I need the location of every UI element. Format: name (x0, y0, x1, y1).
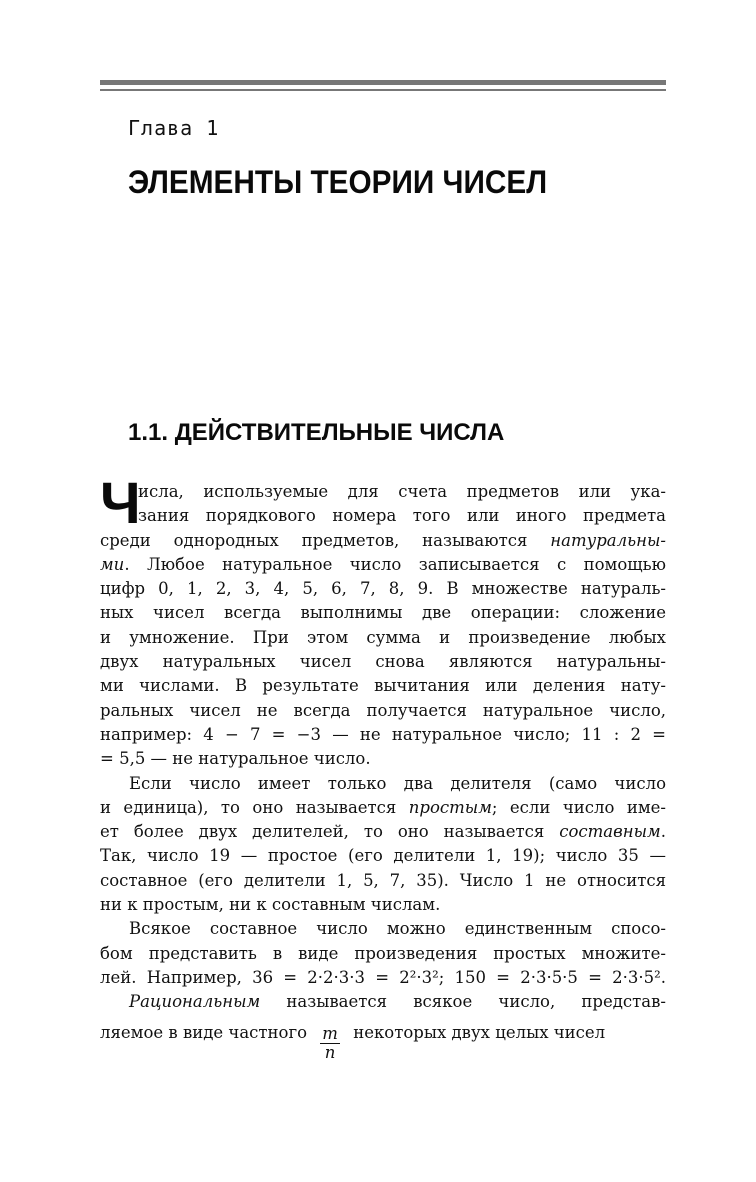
text-run: некоторых двух целых чисел (347, 1022, 606, 1042)
text-run: и единица), то оно называется (100, 797, 409, 817)
body-text (100, 471, 666, 1062)
fraction-denominator: n (324, 1042, 336, 1062)
paragraph-rational (100, 990, 666, 1062)
text-run: ляемое в виде частного (100, 1022, 313, 1042)
text-line: Всякое составное число можно единственным спосо- (129, 919, 666, 939)
chapter-label: Глава 1 (128, 116, 220, 140)
text-line: цифр 0, 1, 2, 3, 4, 5, 6, 7, 8, 9. В множестве натураль- (100, 579, 666, 599)
text-line: и умножение. При этом сумма и произведение любых (100, 627, 666, 647)
text-line: ральных чисел не всегда получается натуральное число, (100, 700, 666, 720)
text-run: ет более двух делителей, то оно называется (100, 822, 560, 842)
header-rule-thin (100, 89, 666, 91)
text-line (100, 990, 666, 1014)
text-run: . (660, 822, 666, 842)
text-run: ; если число име- (491, 797, 666, 817)
text-line: лей. Например, 36 = 2·2·3·3 = 2²·3²; 150 = 2·3·5·5 = 2·3·5². (100, 967, 666, 987)
drop-cap: Ч (100, 471, 141, 536)
text-line: двух натуральных чисел снова являются натуральны- (100, 652, 666, 672)
text-line (100, 796, 666, 820)
text-run: среди однородных предметов, называются (100, 530, 551, 550)
text-line: Если число имеет только два делителя (само число (129, 773, 666, 793)
term-natural: натуральны- (550, 530, 666, 550)
text-line (100, 529, 666, 553)
term-prime: простым (408, 797, 492, 817)
text-line: ми числами. В результате вычитания или деления нату- (100, 676, 666, 696)
text-line: бом представить в виде произведения простых множите- (100, 943, 666, 963)
text-line: ных чисел всегда выполнимы две операции: сложение (100, 603, 666, 623)
term-rational: Рациональным (129, 992, 261, 1012)
text-line: = 5,5 — не натуральное число. (100, 749, 371, 769)
text-run: называется всякое число, представ- (260, 992, 666, 1012)
text-line: Так, число 19 — простое (его делители 1, 19); число 35 — (100, 846, 666, 866)
text-line: составное (его делители 1, 5, 7, 35). Число 1 не относится (100, 870, 666, 890)
term-composite: составным (559, 822, 661, 842)
text-line (100, 820, 666, 844)
fraction-numerator: m (322, 1023, 338, 1043)
paragraph-natural-numbers (100, 471, 666, 772)
text-line (100, 1015, 666, 1062)
text-line: ни к простым, ни к составным числам. (100, 895, 441, 915)
term-natural-end: ми (100, 554, 125, 574)
header-rule-thick (100, 80, 666, 85)
text-line: например: 4 − 7 = −3 — не натуральное число; 11 : 2 = (100, 724, 666, 744)
fraction-m-over-n (320, 1025, 340, 1062)
paragraph-factorization (100, 917, 666, 990)
text-line: исла, используемые для счета предметов или ука- (138, 482, 666, 501)
section-title: 1.1. ДЕЙСТВИТЕЛЬНЫЕ ЧИСЛА (128, 419, 505, 446)
chapter-title: ЭЛЕМЕНТЫ ТЕОРИИ ЧИСЕЛ (128, 164, 548, 200)
text-line: зания порядкового номера того или иного предмета (138, 506, 666, 526)
paragraph-prime-composite (100, 772, 666, 918)
text-line (100, 553, 666, 577)
text-run: . Любое натуральное число записывается с помощью (124, 554, 666, 574)
